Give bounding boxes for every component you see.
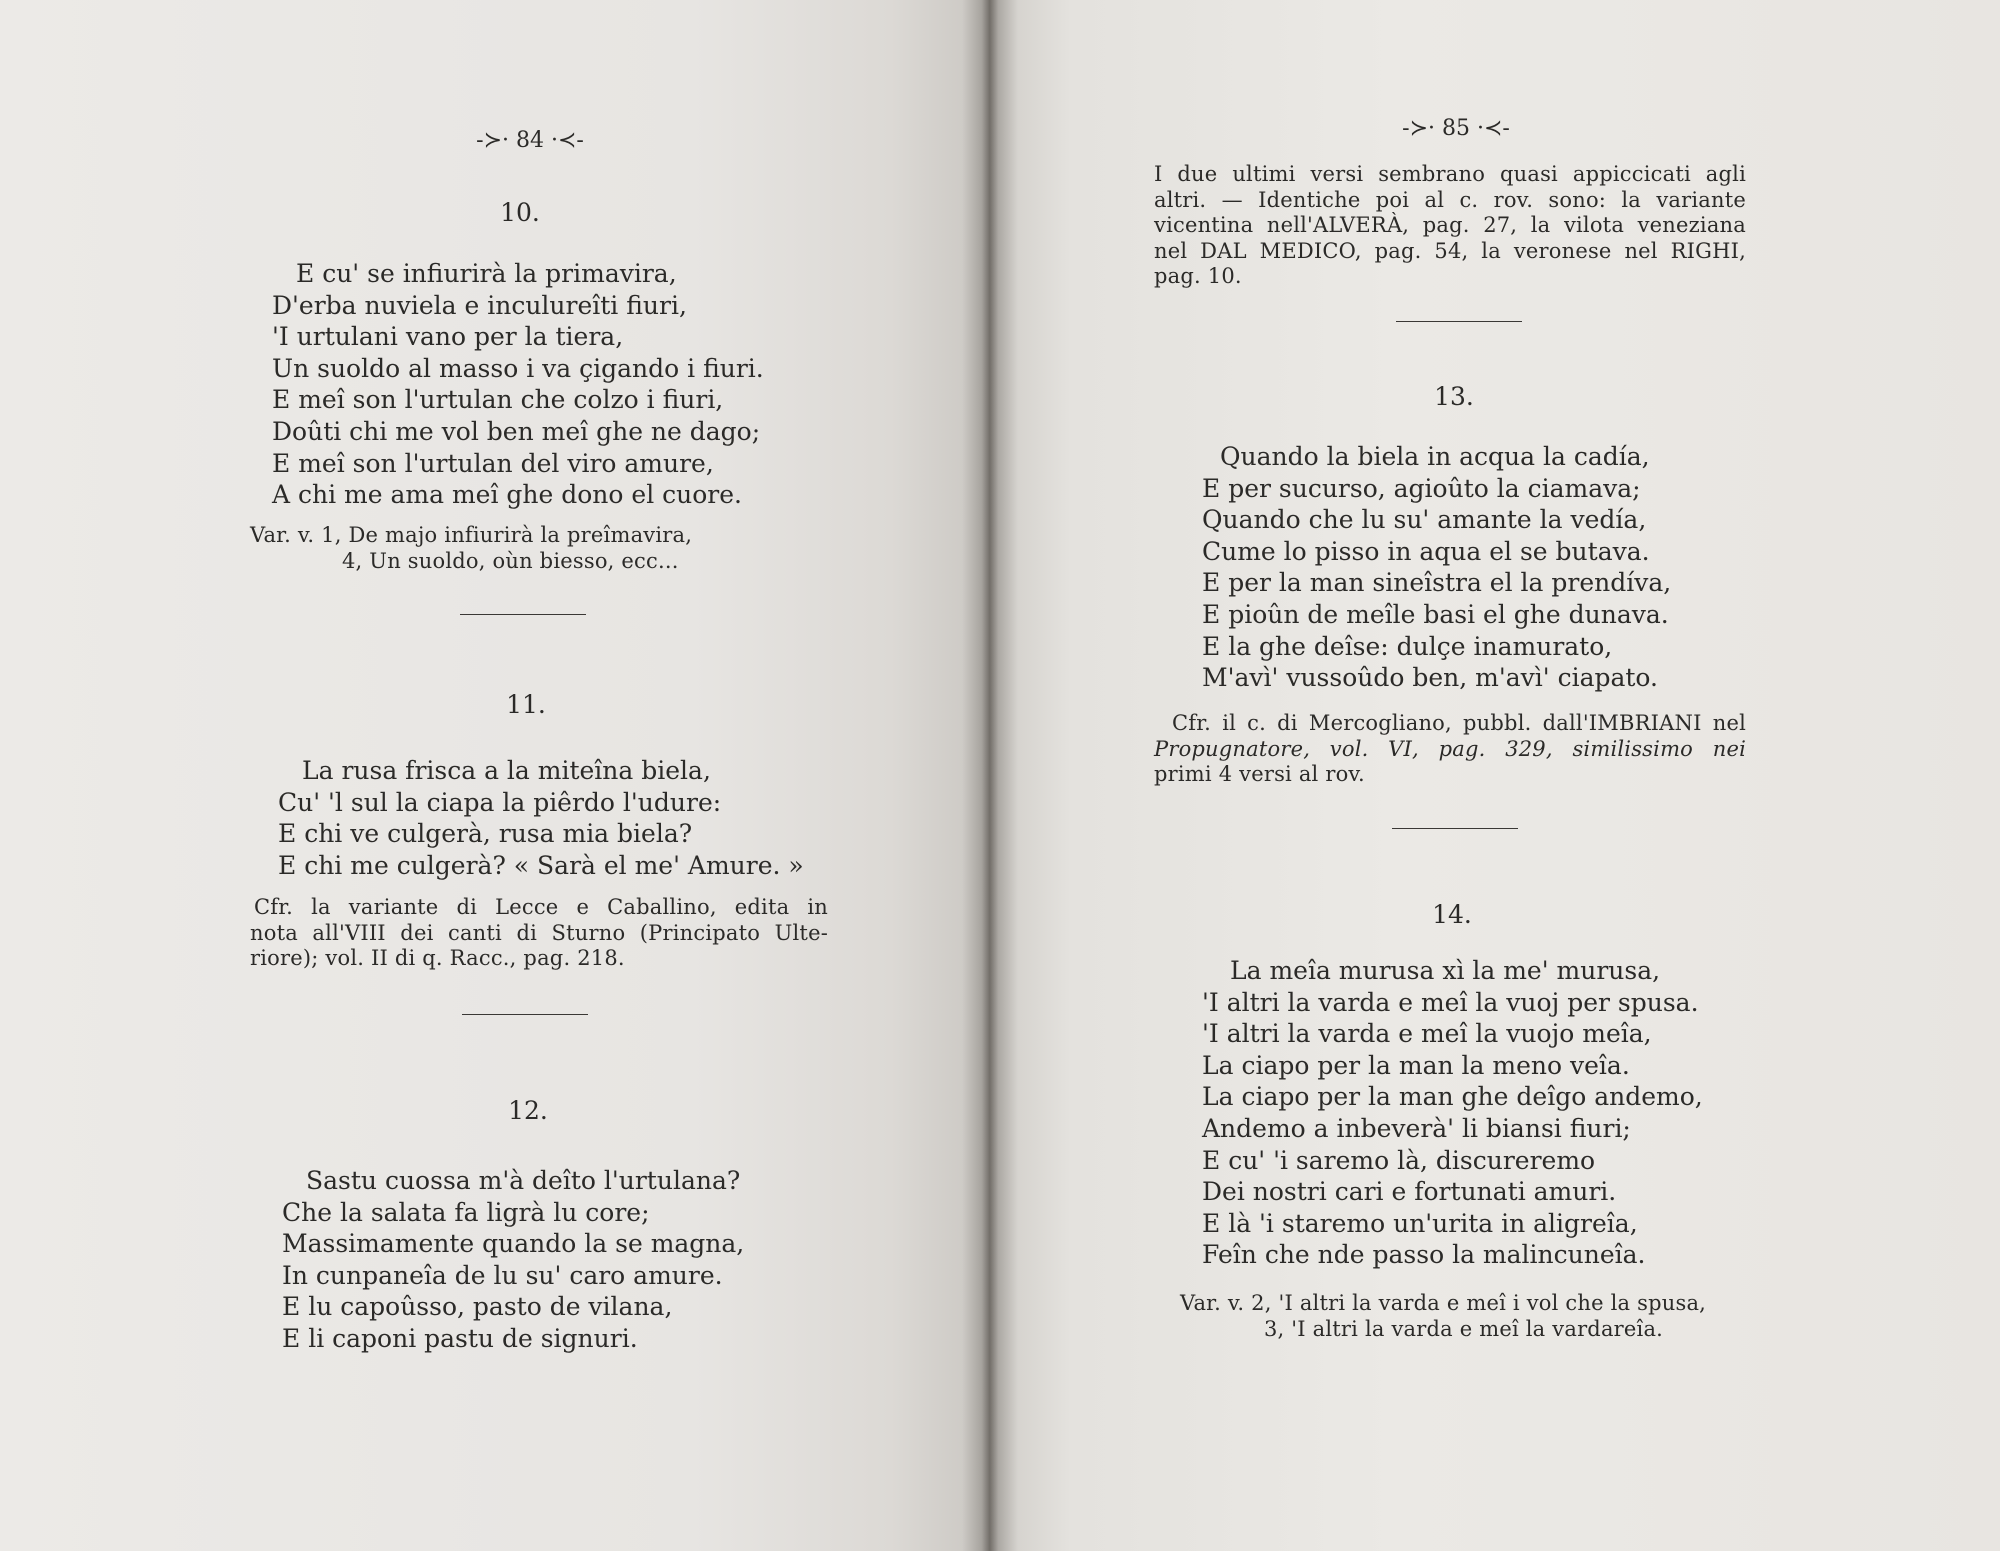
verse-line: M'avì' vussoûdo ben, m'avì' ciapato. bbox=[1202, 663, 1658, 693]
verse-line: E meî son l'urtulan che colzo i fiuri, bbox=[272, 385, 724, 415]
verse-line: E per sucurso, agioûto la ciamava; bbox=[1202, 473, 1641, 503]
verse-line: E meî son l'urtulan del viro amure, bbox=[272, 448, 714, 478]
verse-line: La meîa murusa xì la me' murusa, bbox=[1230, 956, 1661, 985]
poem-number: 11. bbox=[506, 690, 546, 719]
divider-rule bbox=[1396, 321, 1522, 322]
verse-line: A chi me ama meî ghe dono el cuore. bbox=[272, 480, 742, 510]
verse-line: La ciapo per la man la meno veîa. bbox=[1202, 1050, 1630, 1080]
right-page bbox=[990, 0, 2000, 1551]
verse-line: E pioûn de meîle basi el ghe dunava. bbox=[1202, 599, 1669, 629]
verse-line: E cu' 'i saremo là, discureremo bbox=[1202, 1145, 1596, 1175]
note-line: Var. v. 2, 'I altri la varda e meî i vol che la spusa, bbox=[1180, 1291, 1707, 1315]
poem-number: 12. bbox=[508, 1096, 548, 1125]
page-number: -≻· 84 ·≺- bbox=[476, 128, 584, 153]
verse-line: Cu' 'l sul la ciapa la piêrdo l'udure: bbox=[278, 787, 722, 817]
citation-note bbox=[250, 895, 828, 972]
verse-line: Che la salata fa ligrà lu core; bbox=[282, 1197, 650, 1227]
note-line: 3, 'I altri la varda e meî la vardareîa. bbox=[1264, 1316, 1664, 1341]
left-page bbox=[0, 0, 990, 1551]
poem-number: 14. bbox=[1432, 900, 1472, 929]
poem-verse bbox=[1202, 441, 1671, 694]
note-line: Cfr. il c. di Mercogliano, pubbl. dall'IMBRIANI nel bbox=[1172, 711, 1746, 735]
note-line: Var. v. 1, De majo infiurirà la preîmavira, bbox=[250, 523, 693, 547]
book-gutter bbox=[962, 0, 1018, 1551]
verse-line: In cunpaneîa de lu su' caro amure. bbox=[282, 1260, 723, 1290]
divider-rule bbox=[462, 1014, 588, 1015]
poem-number: 13. bbox=[1434, 382, 1474, 411]
verse-line: Andemo a inbeverà' li biansi fiuri; bbox=[1202, 1113, 1631, 1143]
note-line: riore); vol. II di q. Racc., pag. 218. bbox=[250, 946, 625, 971]
divider-rule bbox=[1392, 828, 1518, 829]
verse-line: Doûti chi me vol ben meî ghe ne dago; bbox=[272, 416, 761, 446]
verse-line: Feîn che nde passo la malincuneîa. bbox=[1202, 1240, 1646, 1270]
verse-line: 'I urtulani vano per la tiera, bbox=[272, 322, 624, 352]
verse-line: 'I altri la varda e meî la vuojo meîa, bbox=[1202, 1019, 1652, 1049]
poem-verse bbox=[272, 258, 764, 511]
note-line: altri. — Identiche poi al c. rov. sono: la variante bbox=[1154, 187, 1746, 212]
verse-line: E chi me culgerà? « Sarà el me' Amure. » bbox=[278, 850, 804, 880]
note-line: pag. 10. bbox=[1154, 264, 1242, 289]
verse-line: E li caponi pastu de signuri. bbox=[282, 1323, 638, 1353]
verse-line: E per la man sineîstra el la prendíva, bbox=[1202, 568, 1672, 598]
verse-line: E chi ve culgerà, rusa mia biela? bbox=[278, 819, 693, 849]
poem-verse bbox=[282, 1165, 744, 1355]
poem-verse bbox=[1202, 955, 1703, 1271]
variant-note bbox=[1180, 1291, 1706, 1342]
verse-line: E la ghe deîse: dulçe inamurato, bbox=[1202, 631, 1613, 661]
verse-line: Sastu cuossa m'à deîto l'urtulana? bbox=[306, 1166, 741, 1195]
verse-line: D'erba nuviela e inculureîti fiuri, bbox=[272, 290, 687, 320]
verse-line: Un suoldo al masso i va çigando i fiuri. bbox=[272, 353, 764, 383]
verse-line: E cu' se infiurirà la primavira, bbox=[296, 259, 677, 288]
page-number: -≻· 85 ·≺- bbox=[1402, 116, 1510, 141]
citation-note bbox=[1154, 711, 1746, 788]
verse-line: La ciapo per la man ghe deîgo andemo, bbox=[1202, 1082, 1703, 1112]
note-line: Cfr. la variante di Lecce e Caballino, edita in bbox=[254, 895, 828, 919]
verse-line: Quando che lu su' amante la vedía, bbox=[1202, 505, 1647, 535]
poem-number: 10. bbox=[500, 198, 540, 227]
verse-line: Dei nostri cari e fortunati amuri. bbox=[1202, 1177, 1617, 1207]
commentary-note bbox=[1154, 162, 1746, 290]
verse-line: E lu capoûsso, pasto de vilana, bbox=[282, 1292, 673, 1322]
note-line: Propugnatore, vol. VI, pag. 329, similissimo nei bbox=[1154, 736, 1746, 761]
verse-line: E là 'i staremo un'urita in aligreîa, bbox=[1202, 1208, 1638, 1238]
variant-note bbox=[250, 523, 692, 574]
poem-verse bbox=[278, 755, 804, 881]
verse-line: La rusa frisca a la miteîna biela, bbox=[302, 756, 711, 785]
verse-line: Cume lo pisso in aqua el se butava. bbox=[1202, 536, 1650, 566]
verse-line: 'I altri la varda e meî la vuoj per spusa. bbox=[1202, 987, 1699, 1017]
note-line: I due ultimi versi sembrano quasi appiccicati agli bbox=[1154, 162, 1746, 186]
verse-line: Massimamente quando la se magna, bbox=[282, 1229, 745, 1259]
note-line: 4, Un suoldo, oùn biesso, ecc... bbox=[342, 548, 679, 573]
note-line: nel DAL MEDICO, pag. 54, la veronese nel RIGHI, bbox=[1154, 238, 1746, 263]
note-line: primi 4 versi al rov. bbox=[1154, 762, 1365, 787]
note-line: vicentina nell'ALVERÀ, pag. 27, la vilota veneziana bbox=[1154, 213, 1746, 238]
note-line: nota all'VIII dei canti di Sturno (Principato Ulte- bbox=[250, 920, 828, 945]
verse-line: Quando la biela in acqua la cadía, bbox=[1220, 442, 1650, 471]
divider-rule bbox=[460, 614, 586, 615]
